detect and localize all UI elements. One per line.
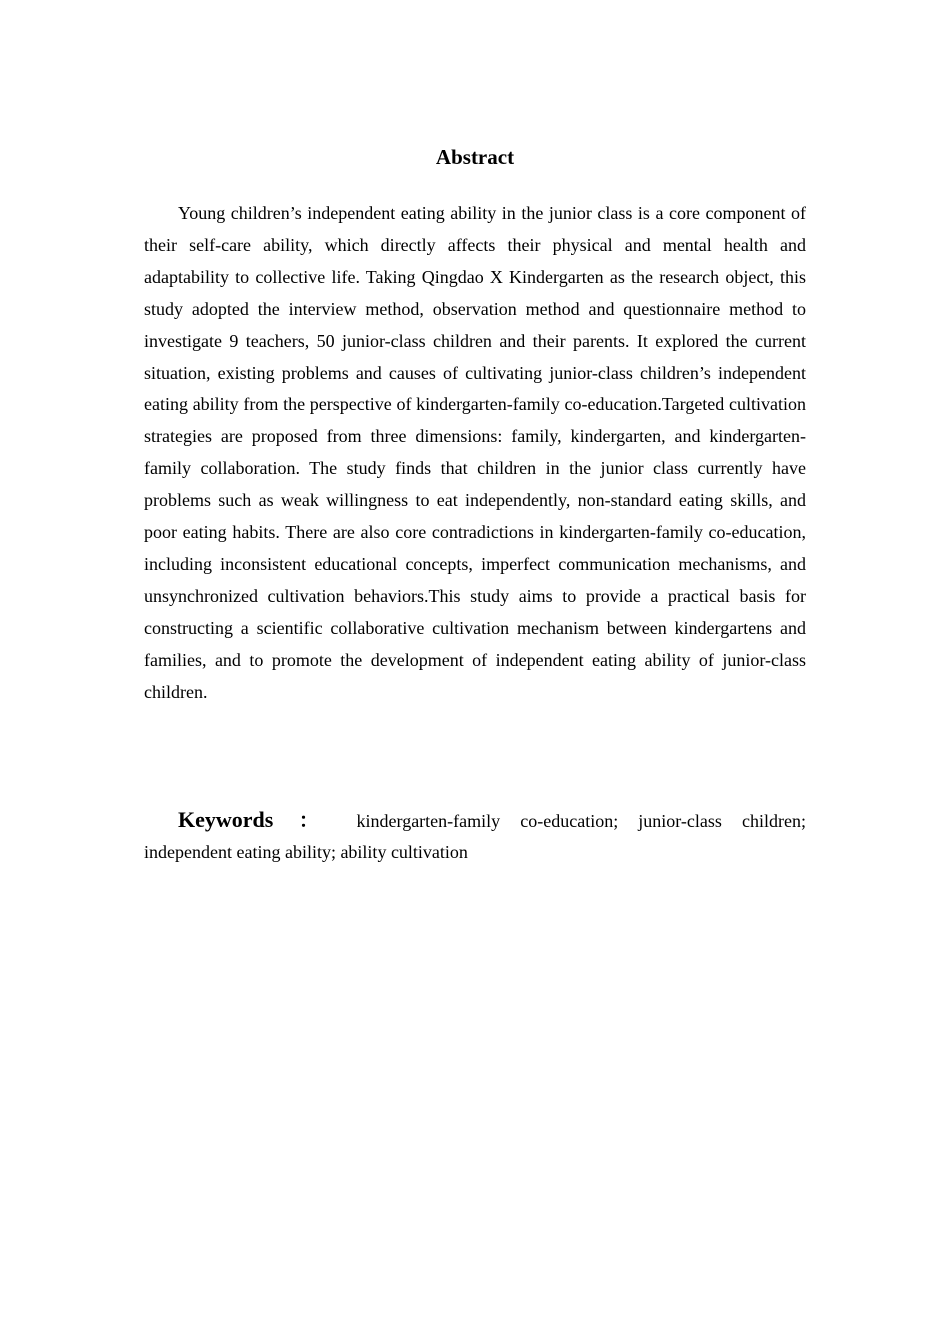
keywords-line — [144, 804, 806, 868]
keywords-list: kindergarten-family co-education; junior-class children; independent eating ability; ability cultivation — [144, 811, 806, 862]
keywords-label: Keywords — [178, 807, 274, 832]
abstract-paragraph: Young children’s independent eating ability in the junior class is a core component of their self-care ability, which directly affects their physical and mental health and adaptability to collective life. Taking Qingdao X Kindergarten as the research object, this study adopted the interview method, observation method and questionnaire method to investigate 9 teachers, 50 junior-class children and their parents. It explored the current situation, existing problems and causes of cultivating junior-class children’s independent eating ability from the perspective of kindergarten-family co-education.Targeted cultivation strategies are proposed from three dimensions: family, kindergarten, and kindergarten-family collaboration. The study finds that children in the junior class currently have problems such as weak willingness to eat independently, non-standard eating skills, and poor eating habits. There are also core contradictions in kindergarten-family co-education, including inconsistent educational concepts, imperfect communication mechanisms, and unsynchronized cultivation behaviors.This study aims to provide a practical basis for constructing a scientific collaborative cultivation mechanism between kindergartens and families, and to promote the development of independent eating ability of junior-class children. — [144, 203, 806, 702]
abstract-title: Abstract — [435, 145, 515, 169]
keywords-colon: ： — [283, 810, 335, 832]
